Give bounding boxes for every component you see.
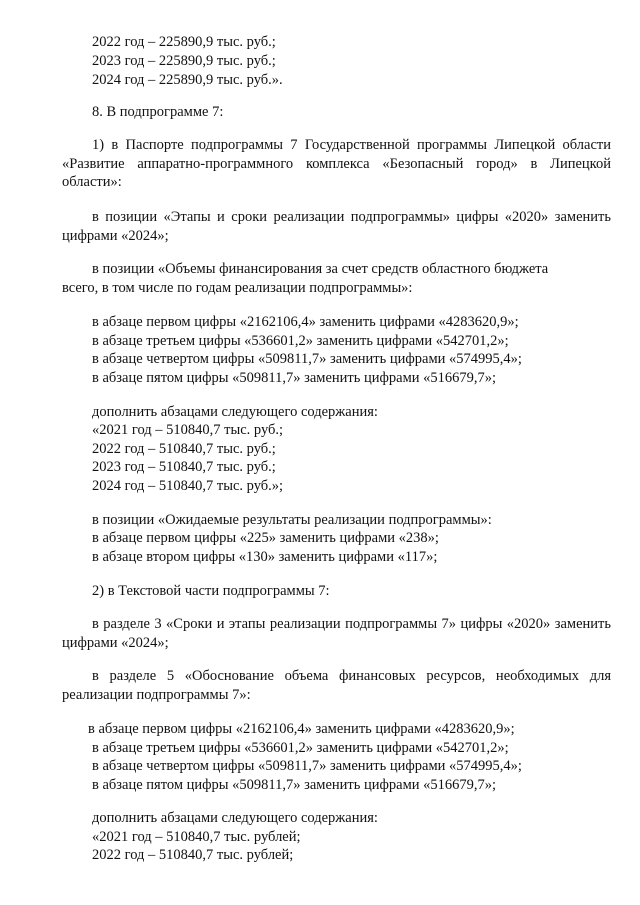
text-line: «2021 год – 510840,7 тыс. руб.;: [92, 422, 284, 438]
paragraph: в разделе 3 «Сроки и этапы реализации подпрограммы 7» цифры «2020» заменить цифрами «2024»;: [62, 616, 611, 651]
paragraph: в позиции «Этапы и сроки реализации подпрограммы» цифры «2020» заменить цифрами «2024»;: [62, 209, 611, 244]
text-line: 2022 год – 510840,7 тыс. руб.;: [92, 441, 276, 457]
text-line: в абзаце четвертом цифры «509811,7» заменить цифрами «574995,4»;: [92, 758, 522, 774]
text-line: дополнить абзацами следующего содержания:: [92, 404, 378, 420]
text-line: в абзаце третьем цифры «536601,2» заменить цифрами «542701,2»;: [92, 740, 509, 756]
text-line: в абзаце первом цифры «2162106,4» заменить цифрами «4283620,9»;: [88, 721, 515, 737]
text-line: «2021 год – 510840,7 тыс. рублей;: [92, 829, 301, 845]
text-line: в абзаце третьем цифры «536601,2» заменить цифрами «542701,2»;: [92, 333, 509, 349]
text-line: 2022 год – 225890,9 тыс. руб.;: [92, 34, 276, 50]
text-line: в абзаце первом цифры «225» заменить цифрами «238»;: [92, 530, 439, 546]
text-line: в абзаце четвертом цифры «509811,7» заменить цифрами «574995,4»;: [92, 351, 522, 367]
text-line: в абзаце пятом цифры «509811,7» заменить цифрами «516679,7»;: [92, 370, 497, 386]
section-heading: 2) в Текстовой части подпрограммы 7:: [92, 583, 330, 599]
paragraph: в позиции «Объемы финансирования за счет средств областного бюджета всего, в том числе по годам реализации подпрограммы»:: [62, 261, 549, 296]
text-line: 2023 год – 510840,7 тыс. руб.;: [92, 459, 276, 475]
text-line: в позиции «Ожидаемые результаты реализации подпрограммы»:: [92, 512, 492, 528]
section-heading: 8. В подпрограмме 7:: [92, 104, 224, 120]
text-line: в абзаце втором цифры «130» заменить цифрами «117»;: [92, 549, 438, 565]
text-line: 2023 год – 225890,9 тыс. руб.;: [92, 53, 276, 69]
text-line: 2022 год – 510840,7 тыс. рублей;: [92, 847, 294, 863]
text-line: дополнить абзацами следующего содержания:: [92, 810, 378, 826]
paragraph: 1) в Паспорте подпрограммы 7 Государственной программы Липецкой области «Развитие аппаратно-программного комплекса «Безопасный город» в Липецкой области»:: [62, 137, 611, 191]
text-line: в абзаце первом цифры «2162106,4» заменить цифрами «4283620,9»;: [92, 314, 519, 330]
text-line: 2024 год – 510840,7 тыс. руб.»;: [92, 478, 284, 494]
text-line: 2024 год – 225890,9 тыс. руб.».: [92, 72, 283, 88]
text-line: в абзаце пятом цифры «509811,7» заменить цифрами «516679,7»;: [92, 777, 497, 793]
paragraph: в разделе 5 «Обоснование объема финансовых ресурсов, необходимых для реализации подпрограммы 7»:: [62, 668, 611, 703]
